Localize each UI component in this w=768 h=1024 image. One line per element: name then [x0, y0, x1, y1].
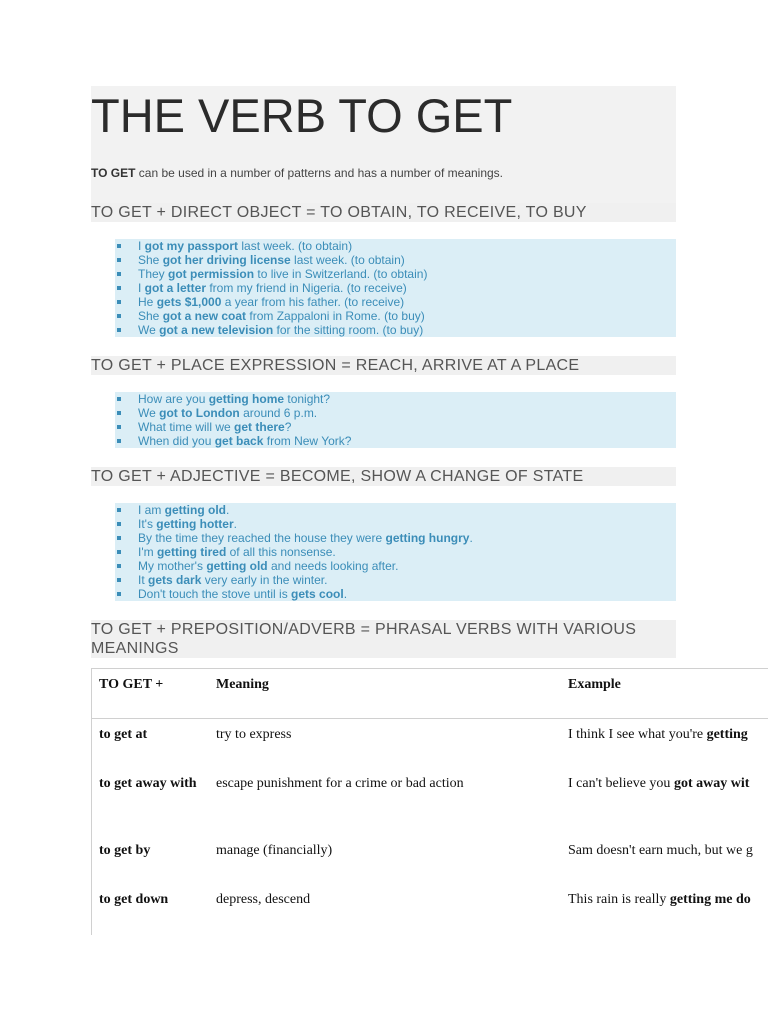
list-item	[115, 323, 676, 337]
list-item-text: How are you	[138, 392, 209, 406]
table-cell-term: to get away with	[99, 776, 197, 791]
list-item-highlight: got her driving license	[162, 253, 291, 267]
list-item-text: I	[138, 239, 145, 253]
list-item	[115, 295, 676, 309]
list-item-text: She	[138, 309, 163, 323]
list-item-highlight: got a new television	[159, 323, 274, 337]
list-item-highlight: getting old	[164, 503, 226, 517]
list-item-text: .	[469, 531, 473, 545]
table-header-divider	[91, 718, 768, 719]
list-item-text: to live in Switzerland. (to obtain)	[254, 267, 428, 281]
example-text: I can't believe you	[568, 776, 674, 791]
list-item	[115, 392, 676, 406]
list-item-text: He	[138, 295, 157, 309]
table-cell-meaning: manage (financially)	[216, 843, 333, 858]
list-item	[115, 531, 676, 545]
list-item-highlight: get there	[234, 420, 285, 434]
section-heading-direct-object: TO GET + DIRECT OBJECT = TO OBTAIN, TO RECEIVE, TO BUY	[91, 203, 676, 222]
table-cell-example	[568, 892, 751, 908]
list-item-text: They	[138, 267, 169, 281]
list-item-highlight: getting tired	[156, 545, 227, 559]
list-item-highlight: gets dark	[148, 573, 202, 587]
list-item	[115, 587, 676, 601]
list-item-text: .	[233, 517, 237, 531]
list-item-text: We	[138, 323, 160, 337]
list-item-text: I	[138, 281, 145, 295]
list-item	[115, 267, 676, 281]
list-item-highlight: getting hungry	[385, 531, 470, 545]
list-item-text: and needs looking after.	[267, 559, 399, 573]
list-item-text: from my friend in Nigeria. (to receive)	[206, 281, 407, 295]
table-cell-meaning: escape punishment for a crime or bad action	[216, 776, 464, 791]
list-item-highlight: getting home	[208, 392, 285, 406]
list-item-text: last week. (to obtain)	[290, 253, 405, 267]
list-item-text: very early in the winter.	[201, 573, 328, 587]
list-item-highlight: get back	[214, 434, 264, 448]
list-item-highlight: got permission	[168, 267, 255, 281]
list-item	[115, 281, 676, 295]
list-item	[115, 573, 676, 587]
list-item	[115, 420, 676, 434]
page-title: THE VERB TO GET	[91, 89, 513, 142]
example-highlight: getting me do	[669, 892, 751, 907]
example-list-place-expression	[115, 392, 676, 448]
list-item	[115, 517, 676, 531]
table-cell-example	[568, 776, 749, 792]
list-item-highlight: got a new coat	[162, 309, 247, 323]
list-item-text: from New York?	[263, 434, 352, 448]
table-cell-term: to get down	[99, 892, 169, 907]
example-text: I think I see what you're	[568, 727, 707, 742]
intro-bold: TO GET	[91, 166, 136, 180]
list-item-text: It's	[138, 517, 157, 531]
list-item-text: ?	[284, 420, 292, 434]
list-item-text: a year from his father. (to receive)	[221, 295, 405, 309]
list-item	[115, 309, 676, 323]
example-list-adjective	[115, 503, 676, 601]
list-item-text: We	[138, 406, 160, 420]
list-item-text: She	[138, 253, 163, 267]
example-text: Sam doesn't earn much, but we g	[568, 843, 753, 858]
list-item	[115, 545, 676, 559]
list-item-highlight: gets cool	[291, 587, 344, 601]
table-cell-example	[568, 727, 748, 743]
list-item	[115, 406, 676, 420]
list-item-text: .	[343, 587, 348, 601]
list-item-text: last week. (to obtain)	[238, 239, 353, 253]
intro-text: can be used in a number of patterns and has a number of meanings.	[135, 166, 504, 180]
example-text: This rain is really	[568, 892, 670, 907]
list-item-text: When did you	[138, 434, 215, 448]
list-item-text: of all this nonsense.	[226, 545, 336, 559]
list-item	[115, 253, 676, 267]
list-item-highlight: got my passport	[144, 239, 239, 253]
table-cell-term: to get by	[99, 843, 151, 858]
list-item-text: By the time they reached the house they were	[138, 531, 386, 545]
example-highlight: getting	[706, 727, 748, 742]
list-item	[115, 503, 676, 517]
list-item-text: around 6 p.m.	[239, 406, 318, 420]
example-list-direct-object	[115, 239, 676, 337]
list-item-text: It	[138, 573, 149, 587]
table-cell-meaning: try to express	[216, 727, 292, 742]
list-item-highlight: got to London	[159, 406, 240, 420]
list-item-text: .	[226, 503, 230, 517]
example-highlight: got away wit	[673, 776, 750, 791]
table-cell-term: to get at	[99, 727, 148, 742]
list-item-highlight: got a letter	[144, 281, 207, 295]
list-item-highlight: gets $1,000	[156, 295, 222, 309]
list-item-text: I'm	[138, 545, 157, 559]
list-item	[115, 434, 676, 448]
list-item-text: Don't touch the stove until is	[138, 587, 292, 601]
section-heading-place-expression: TO GET + PLACE EXPRESSION = REACH, ARRIVE AT A PLACE	[91, 356, 676, 375]
list-item-text: tonight?	[284, 392, 331, 406]
section-heading-adjective: TO GET + ADJECTIVE = BECOME, SHOW A CHANGE OF STATE	[91, 467, 676, 486]
list-item	[115, 559, 676, 573]
table-cell-example	[568, 843, 753, 859]
table-header-example: Example	[568, 677, 621, 692]
intro-paragraph	[91, 165, 503, 181]
section-heading-phrasal-verbs: TO GET + PREPOSITION/ADVERB = PHRASAL VERBS WITH VARIOUS MEANINGS	[91, 620, 676, 658]
list-item-text: from Zappaloni in Rome. (to buy)	[246, 309, 425, 323]
list-item	[115, 239, 676, 253]
list-item-text: What time will we	[138, 420, 235, 434]
list-item-highlight: getting hotter	[156, 517, 234, 531]
table-header-term: TO GET +	[99, 677, 164, 692]
table-cell-meaning: depress, descend	[216, 892, 311, 907]
list-item-text: My mother's	[138, 559, 207, 573]
list-item-text: for the sitting room. (to buy)	[273, 323, 424, 337]
list-item-highlight: getting old	[206, 559, 268, 573]
table-header-meaning: Meaning	[216, 677, 269, 692]
list-item-text: I am	[138, 503, 165, 517]
